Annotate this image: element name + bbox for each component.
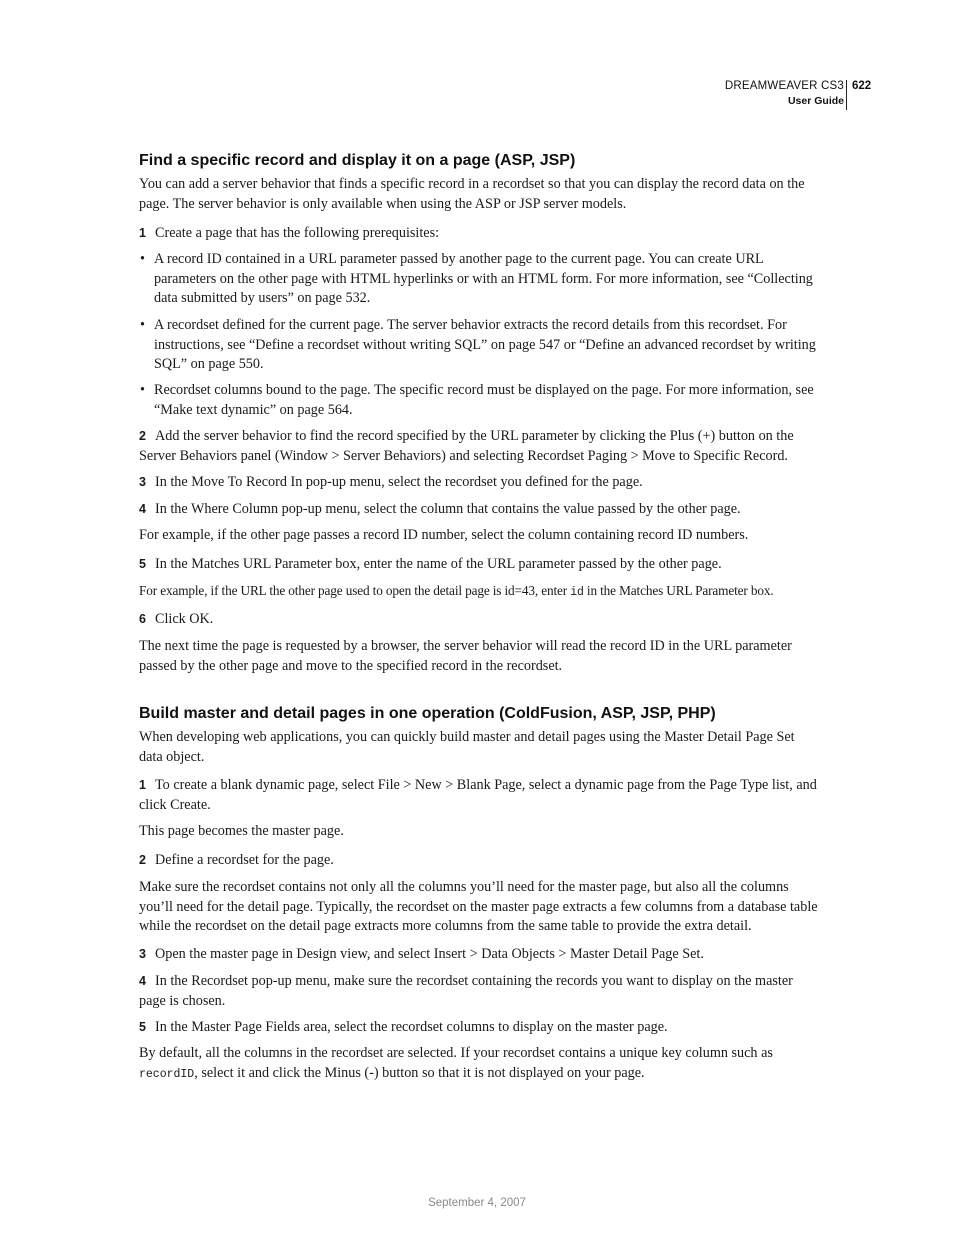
step-number: 1 bbox=[139, 226, 146, 240]
step-text: Open the master page in Design view, and select Insert > Data Objects > Master Detail Page Set. bbox=[155, 946, 704, 962]
prerequisite-text: A recordset defined for the current page. The server behavior extracts the record details from this recordset. For instructions, see “Define a recordset without writing SQL” on page 547 or “Define an advanced recordset by writing SQL” on page 550. bbox=[154, 317, 816, 373]
note-text: , select it and click the Minus (-) button so that it is not displayed on your page. bbox=[194, 1064, 645, 1081]
step-number: 3 bbox=[139, 947, 146, 961]
section-heading-master-detail: Build master and detail pages in one operation (ColdFusion, ASP, JSP, PHP) bbox=[139, 705, 716, 722]
section2-step-2 bbox=[139, 851, 819, 871]
step-text: To create a blank dynamic page, select File > New > Blank Page, select a dynamic page from the Page Type list, and click Create. bbox=[139, 777, 817, 813]
step-number: 5 bbox=[139, 1020, 146, 1034]
section2-intro: When developing web applications, you can quickly build master and detail pages using the Master Detail Page Set data object. bbox=[139, 729, 795, 765]
section1-step-5 bbox=[139, 555, 819, 575]
step-text: Create a page that has the following prerequisites: bbox=[155, 225, 440, 241]
step-text: Define a recordset for the page. bbox=[155, 852, 334, 868]
step-number: 4 bbox=[139, 974, 146, 988]
step-number: 2 bbox=[139, 853, 146, 867]
step-text: In the Recordset pop-up menu, make sure the recordset containing the records you want to display on the master page is chosen. bbox=[139, 973, 793, 1009]
step-number: 6 bbox=[139, 612, 146, 626]
section1-step-1 bbox=[139, 224, 819, 244]
example-text: For example, if the URL the other page used to open the detail page is id=43, enter bbox=[139, 583, 571, 598]
step-text: In the Where Column pop-up menu, select the column that contains the value passed by the other page. bbox=[155, 501, 741, 517]
step-number: 4 bbox=[139, 502, 146, 516]
section1-step-2 bbox=[139, 427, 819, 466]
section2-note-2: Make sure the recordset contains not only all the columns you’ll need for the master page, but also all the columns you’ll need for the detail page. Typically, the recordset on the master page extracts a few columns from a database table while the recordset on the detail page extracts more columns from the same table to provide the extra detail. bbox=[139, 879, 818, 935]
header-divider bbox=[846, 80, 847, 110]
section2-step-4 bbox=[139, 972, 819, 1011]
prerequisite-item bbox=[139, 316, 819, 375]
running-header bbox=[725, 79, 844, 109]
section1-step-4 bbox=[139, 500, 819, 520]
guide-name: User Guide bbox=[787, 95, 844, 107]
bullet-mark: • bbox=[140, 251, 145, 267]
footer-date: September 4, 2007 bbox=[428, 1197, 526, 1209]
step-number: 2 bbox=[139, 429, 146, 443]
prerequisite-text: A record ID contained in a URL parameter passed by another page to the current page. You can create URL parameters on the other page with HTML hyperlinks or with an HTML form. For more information, see “Collecting data submitted by users” on page 532. bbox=[154, 251, 813, 307]
step-text: Add the server behavior to find the record specified by the URL parameter by clicking the Plus (+) button on the Server Behaviors panel (Window > Server Behaviors) and selecting Recordset Paging > Move to Specific Record. bbox=[139, 428, 794, 464]
bullet-mark: • bbox=[140, 317, 145, 333]
step-text: In the Matches URL Parameter box, enter the name of the URL parameter passed by the other page. bbox=[155, 556, 722, 572]
section2-note-3 bbox=[139, 1044, 819, 1084]
section1-step-6 bbox=[139, 610, 819, 630]
section1-example-2 bbox=[139, 581, 819, 603]
step-text: In the Master Page Fields area, select the recordset columns to display on the master page. bbox=[155, 1019, 668, 1035]
section1-step-3 bbox=[139, 473, 819, 493]
section2-step-5 bbox=[139, 1018, 819, 1038]
section2-step-3 bbox=[139, 945, 819, 965]
step-number: 5 bbox=[139, 557, 146, 571]
step-number: 3 bbox=[139, 475, 146, 489]
prerequisite-item bbox=[139, 381, 819, 420]
prerequisite-text: Recordset columns bound to the page. The specific record must be displayed on the page. For more information, see “Make text dynamic” on page 564. bbox=[154, 382, 814, 418]
inline-code: recordID bbox=[139, 1067, 195, 1081]
section1-example-1: For example, if the other page passes a record ID number, select the column containing record ID numbers. bbox=[139, 527, 749, 543]
section1-intro: You can add a server behavior that finds a specific record in a recordset so that you can display the record data on the page. The server behavior is only available when using the ASP or JSP server models. bbox=[139, 176, 805, 212]
step-text: Click OK. bbox=[155, 611, 214, 627]
section1-closing: The next time the page is requested by a browser, the server behavior will read the record ID in the URL parameter passed by the other page and move to the specified record in the recordset. bbox=[139, 638, 792, 674]
page-number: 622 bbox=[852, 80, 872, 92]
bullet-mark: • bbox=[140, 382, 145, 398]
product-name: DREAMWEAVER CS3 bbox=[724, 80, 844, 92]
prerequisite-item bbox=[139, 250, 819, 309]
section-heading-find-record: Find a specific record and display it on a page (ASP, JSP) bbox=[139, 152, 576, 169]
note-text: By default, all the columns in the recordset are selected. If your recordset contains a unique key column such as bbox=[139, 1045, 773, 1061]
example-text: in the Matches URL Parameter box. bbox=[583, 583, 774, 598]
section2-note-1: This page becomes the master page. bbox=[139, 823, 344, 839]
section2-step-1 bbox=[139, 776, 819, 815]
inline-code: id bbox=[570, 586, 584, 599]
step-text: In the Move To Record In pop-up menu, select the recordset you defined for the page. bbox=[155, 474, 643, 490]
step-number: 1 bbox=[139, 778, 146, 792]
